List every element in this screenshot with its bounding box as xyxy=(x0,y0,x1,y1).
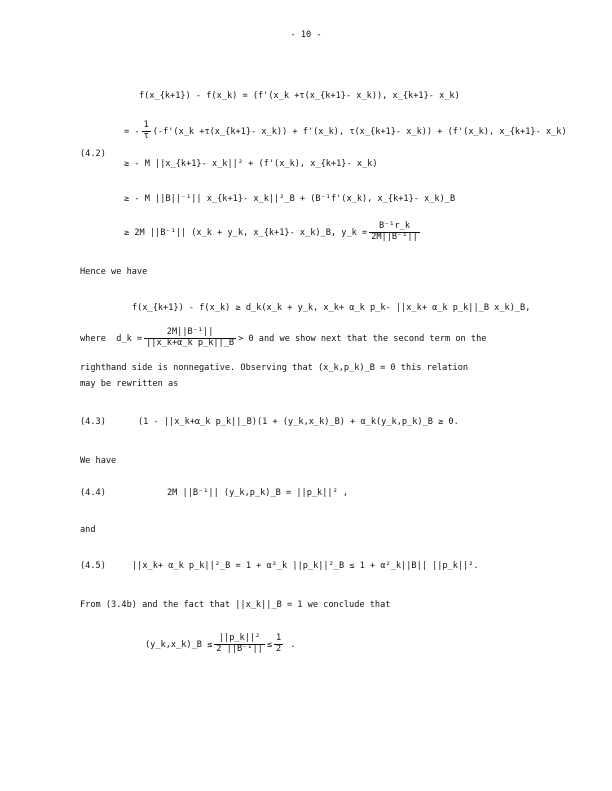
fraction-denominator: 2M||B⁻¹|| xyxy=(371,231,418,242)
fraction-denominator: τ xyxy=(143,130,149,141)
righthand-side-text: righthand side is nonnegative. Observing that (x_k,p_k)_B = 0 this relation xyxy=(80,363,469,373)
fraction-denominator: 2 ||B⁻¹|| xyxy=(216,643,263,654)
equation-label-4-5: (4.5) xyxy=(80,561,106,571)
where-word: where xyxy=(80,333,106,344)
equation-line-2-prefix: = - xyxy=(124,126,140,137)
final-lhs: (y_k,x_k)_B ≤ xyxy=(145,639,213,650)
we-have-text: We have xyxy=(80,456,117,466)
fraction-denominator: 2 xyxy=(276,643,282,654)
page-number: - 10 - xyxy=(290,30,322,40)
fraction-numerator: 2M||B⁻¹|| xyxy=(144,328,236,339)
dk-lhs: d_k = xyxy=(116,333,143,344)
and-text: and xyxy=(80,525,96,535)
where-clause xyxy=(80,328,486,349)
equation-4-5: ||x_k+ α_k p_k||²_B = 1 + α²_k ||p_k||²_B ≤ 1 + α²_k||B|| ||p_k||². xyxy=(132,561,479,571)
equation-line-3: ≥ - M ||x_{k+1}- x_k||² + (f'(x_k), x_{k+1}- x_k) xyxy=(124,159,378,169)
equation-4-3: (1 - ||x_k+α_k p_k||_B)(1 + (y_k,x_k)_B) + α_k(y_k,p_k)_B ≥ 0. xyxy=(138,417,459,427)
fraction-yk-definition xyxy=(369,222,420,243)
conclusion-text: From (3.4b) and the fact that ||x_k||_B = 1 we conclude that xyxy=(80,600,391,610)
equation-line-2 xyxy=(124,121,567,142)
equation-4-4: 2M ||B⁻¹|| (y_k,p_k)_B = ||p_k||² , xyxy=(167,488,349,498)
final-period: . xyxy=(290,639,296,650)
fraction-numerator: 1 xyxy=(276,633,282,643)
equation-line-1: f(x_{k+1}) - f(x_k) = (f'(x_k +τ(x_{k+1}- x_k)), x_{k+1}- x_k) xyxy=(139,91,460,101)
fraction-numerator: 1 xyxy=(143,120,149,130)
equation-line-4: ≥ - M ||B||⁻¹|| x_{k+1}- x_k||²_B + (B⁻¹f'(x_k), x_{k+1}- x_k)_B xyxy=(124,194,456,204)
fraction-one-over-tau xyxy=(142,121,151,142)
equation-label-4-3: (4.3) xyxy=(80,417,106,427)
rewritten-text: may be rewritten as xyxy=(80,379,179,389)
fraction-pk-over-b xyxy=(214,634,265,655)
fraction-numerator: B⁻¹r_k xyxy=(369,222,420,233)
equation-label-4-4: (4.4) xyxy=(80,488,106,498)
equation-label-4-2: (4.2) xyxy=(80,149,106,159)
fraction-dk xyxy=(144,328,236,349)
equation-line-5 xyxy=(124,222,422,243)
hence-we-have-text: Hence we have xyxy=(80,267,148,277)
dk-rest: > 0 and we show next that the second term on the xyxy=(238,333,487,344)
final-mid: ≤ xyxy=(266,639,273,650)
final-inequality xyxy=(145,634,296,655)
equation-line-5-main: ≥ 2M ||B⁻¹|| (x_k + y_k, x_{k+1}- x_k)_B, y_k = xyxy=(124,227,368,238)
fraction-one-half xyxy=(274,634,283,655)
main-inequality: f(x_{k+1}) - f(x_k) ≥ d_k(x_k + y_k, x_k+ α_k p_k- ||x_k+ α_k p_k||_B x_k)_B, xyxy=(132,303,531,313)
equation-line-2-body: (-f'(x_k +τ(x_{k+1}- x_k)) + f'(x_k), τ(x_{k+1}- x_k)) + (f'(x_k), x_{k+1}- x_k) xyxy=(152,126,567,137)
fraction-numerator: ||p_k||² xyxy=(214,634,265,645)
fraction-denominator: ||x_k+α_k p_k||_B xyxy=(146,337,235,348)
